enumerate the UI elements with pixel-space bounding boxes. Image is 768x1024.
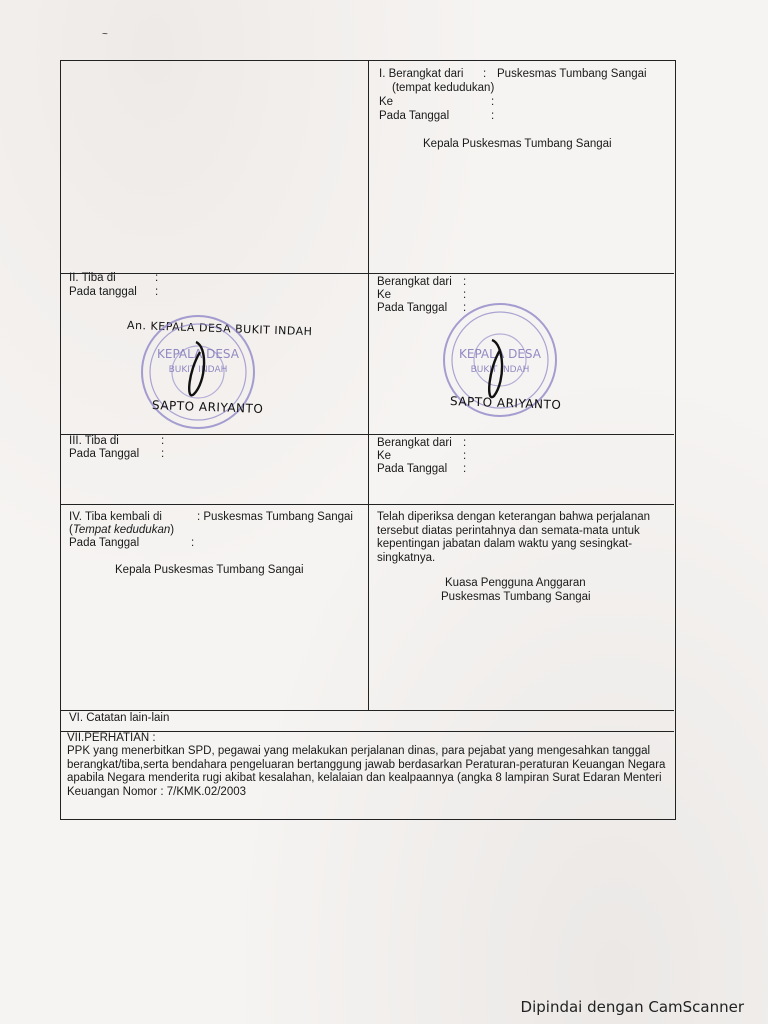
kuasa-title-1: Kuasa Pengguna Anggaran	[445, 577, 586, 589]
pada-tanggal-label: Pada Tanggal	[69, 537, 140, 549]
stamp-text: BUKIT INDAH	[168, 365, 228, 375]
kuasa-title-2: Puskesmas Tumbang Sangai	[441, 591, 591, 603]
stamp-text: KEPALA DESA	[459, 347, 541, 361]
perhatian-body: PPK yang menerbitkan SPD, pegawai yang melakukan perjalanan dinas, para pejabat yang mengesahkan tanggal berangkat/tiba,serta bendahara pengeluaran bertanggung jawab berdasarkan Peraturan-peraturan Keuangan Negara apabila Negara menderita rugi akibat kesalahan, kelalaian dan kealpaannya (angka 8 lampiran Surat Edaran Menteri Keuangan Nomor : 7/KMK.02/2003	[67, 745, 666, 798]
signer-handwritten: An. KEPALA DESA BUKIT INDAH	[126, 318, 313, 339]
colon: :	[463, 450, 467, 462]
colon: :	[463, 437, 467, 449]
ke-label: Ke	[377, 289, 392, 301]
pada-tanggal-label: Pada tanggal	[69, 286, 137, 298]
stamp-text: BUKIT INDAH	[470, 365, 530, 375]
pada-tanggal-label: Pada Tanggal	[379, 110, 450, 122]
pada-tanggal-label: Pada Tanggal	[69, 448, 140, 460]
colon: :	[463, 302, 467, 314]
colon: :	[161, 435, 165, 447]
perhatian-title: VII.PERHATIAN :	[67, 732, 156, 744]
tiba-kembali-label: IV. Tiba kembali di	[69, 511, 162, 523]
tempat-kedudukan: (Tempat kedudukan)	[69, 524, 175, 536]
stamp-text: KEPALA DESA	[157, 347, 239, 361]
berangkat-value: Puskesmas Tumbang Sangai	[497, 68, 647, 80]
colon: :	[463, 463, 467, 475]
pada-tanggal-label: Pada Tanggal	[377, 463, 448, 475]
scanner-watermark: Dipindai dengan CamScanner	[520, 998, 744, 1016]
tiba-kembali-value: : Puskesmas Tumbang Sangai	[197, 511, 353, 523]
berangkat-label: Berangkat dari	[377, 276, 452, 288]
berangkat-label: Berangkat dari	[377, 437, 452, 449]
kepala-title: Kepala Puskesmas Tumbang Sangai	[115, 564, 304, 576]
colon: :	[155, 286, 159, 298]
colon: :	[463, 276, 467, 288]
travel-form	[60, 60, 676, 820]
ke-label: Ke	[379, 96, 394, 108]
colon: :	[483, 68, 487, 80]
colon: :	[491, 96, 495, 108]
pada-tanggal-label: Pada Tanggal	[377, 302, 448, 314]
ke-label: Ke	[377, 450, 392, 462]
colon: :	[161, 448, 165, 460]
colon: :	[491, 110, 495, 122]
signature-name-right: SAPTO ARIYANTO	[449, 394, 562, 412]
kepala-title: Kepala Puskesmas Tumbang Sangai	[423, 138, 612, 150]
top-pen-mark: ~	[102, 29, 108, 40]
catatan-label: VI. Catatan lain-lain	[69, 712, 170, 724]
tempat-text: Tempat kedudukan	[72, 524, 171, 536]
signature-name-left: SAPTO ARIYANTO	[151, 398, 264, 416]
column-divider	[368, 61, 369, 711]
tempat-kedudukan: (tempat kedudukan)	[392, 82, 495, 94]
colon: :	[155, 272, 159, 284]
tiba-label: III. Tiba di	[69, 435, 119, 447]
colon: :	[463, 289, 467, 301]
colon: :	[191, 537, 195, 549]
berangkat-label: I. Berangkat dari	[379, 68, 464, 80]
tiba-label: II. Tiba di	[69, 272, 116, 284]
pemeriksaan-text: Telah diperiksa dengan keterangan bahwa perjalanan tersebut diatas perintahnya dan semata-mata untuk kepentingan jabatan dalam waktu yang sesingkat-singkatnya.	[377, 511, 651, 564]
